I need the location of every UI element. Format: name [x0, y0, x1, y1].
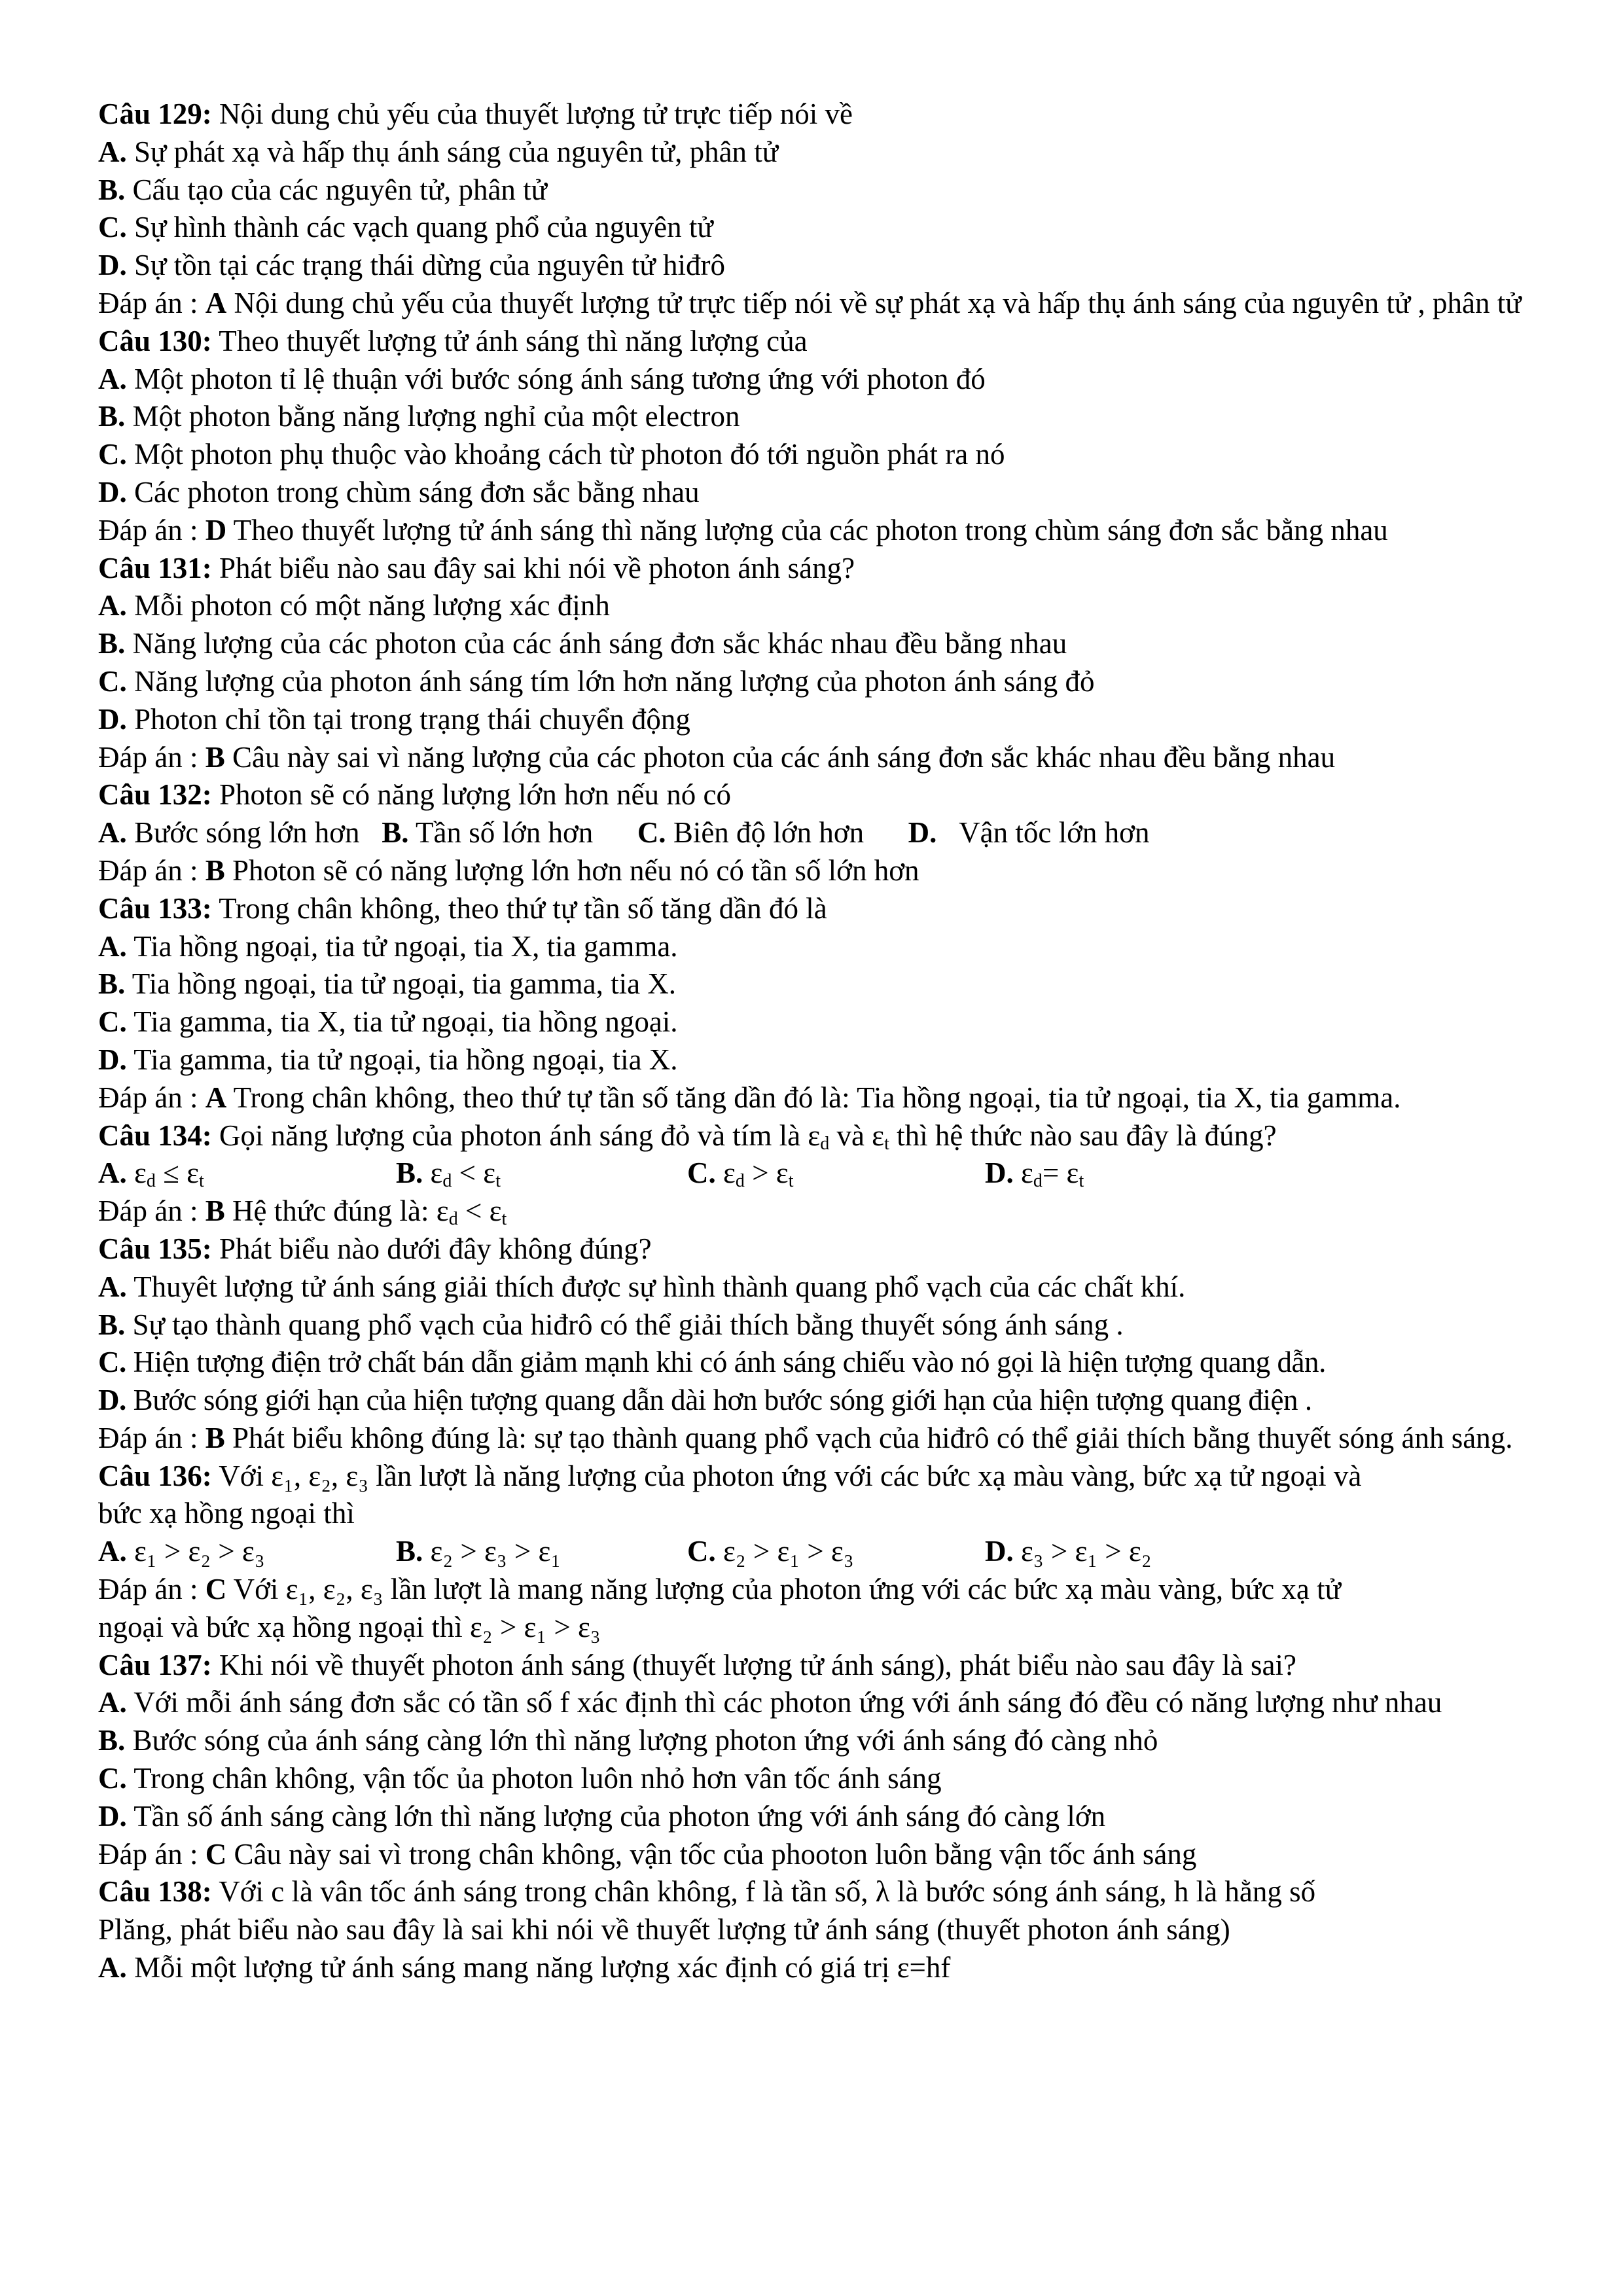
option-d: D. Tần số ánh sáng càng lớn thì năng lượng của photon ứng với ánh sáng đó càng lớn — [98, 1799, 1106, 1833]
option-b: B. ε₂ > ε₃ > ε₁ — [396, 1535, 562, 1568]
answer-132: Đáp án : B Photon sẽ có năng lượng lớn hơn nếu nó có tần số lớn hơn — [98, 853, 919, 887]
option-b: B. $\varepsilon_d < \varepsilon_t$ — [396, 1157, 501, 1192]
option-d: D. Sự tồn tại các trạng thái dừng của nguyên tử hiđrô — [98, 249, 725, 282]
option-d: D. Tia gamma, tia tử ngoại, tia hồng ngoại, tia X. — [98, 1043, 678, 1076]
option-a: A. Mỗi photon có một năng lượng xác định — [98, 589, 610, 622]
question-label: Câu 132: — [98, 778, 212, 812]
question-137 — [98, 1647, 1538, 1685]
option-b: B. Năng lượng của các photon của các ánh sáng đơn sắc khác nhau đều bằng nhau — [98, 627, 1067, 660]
option-b: B. Bước sóng của ánh sáng càng lớn thì năng lượng photon ứng với ánh sáng đó càng nhỏ — [98, 1724, 1158, 1757]
option-a: A. Thuyêt lượng tử ánh sáng giải thích được sự hình thành quang phổ vạch của các chất khí. — [98, 1270, 1186, 1303]
question-stem: Nội dung chủ yếu của thuyết lượng tử trực tiếp nói về — [219, 98, 853, 130]
option-a: A. ε₁ > ε₂ > ε₃ — [98, 1535, 265, 1568]
options-row — [98, 814, 1538, 852]
option-b: B. Cấu tạo của các nguyên tử, phân tử — [98, 173, 548, 206]
option-d: D. Vận tốc lớn hơn — [908, 816, 1150, 850]
option-a: A. Tia hồng ngoại, tia tử ngoại, tia X, tia gamma. — [98, 929, 678, 963]
question-129 — [98, 96, 1538, 134]
options-row — [98, 1155, 1538, 1193]
option-b: B. Tần số lớn hơn — [382, 816, 594, 850]
option-a: A. Bước sóng lớn hơn — [98, 816, 360, 850]
question-label: Câu 130: — [98, 324, 212, 357]
option-c: C. $\varepsilon_d > \varepsilon_t$ — [687, 1157, 794, 1192]
document-page — [98, 96, 1538, 1987]
question-label: Câu 131: — [98, 551, 212, 584]
question-label: Câu 129: — [98, 98, 212, 130]
answer-133: Đáp án : A Trong chân không, theo thứ tự tần số tăng dần đó là: Tia hồng ngoại, tia tử ngoại, tia X, tia gamma. — [98, 1081, 1401, 1114]
option-d: D. Photon chỉ tồn tại trong trạng thái chuyển động — [98, 702, 690, 736]
option-a: A. Với mỗi ánh sáng đơn sắc có tần số f xác định thì các photon ứng với ánh sáng đó đều có năng lượng như nhau — [98, 1686, 1442, 1719]
question-131 — [98, 550, 1538, 588]
option-b: B. Tia hồng ngoại, tia tử ngoại, tia gamma, tia X. — [98, 967, 677, 1001]
answer-131: Đáp án : B Câu này sai vì năng lượng của các photon của các ánh sáng đơn sắc khác nhau đều bằng nhau — [98, 740, 1336, 774]
question-label: Câu 138: — [98, 1875, 212, 1909]
question-stem: Khi nói về thuyết photon ánh sáng (thuyết lượng tử ánh sáng), phát biểu nào sau đây là sai? — [219, 1648, 1296, 1681]
question-stem: Phát biểu nào sau đây sai khi nói về photon ánh sáng? — [219, 551, 855, 584]
option-c: C. ε₂ > ε₁ > ε₃ — [687, 1535, 854, 1568]
answer-136: Đáp án : C Với ε₁, ε₂, ε₃ lần lượt là mang năng lượng của photon ứng với các bức xạ màu vàng, bức xạ tử — [98, 1573, 1342, 1606]
option-b: B. Sự tạo thành quang phổ vạch của hiđrô có thể giải thích bằng thuyết sóng ánh sáng . — [98, 1308, 1124, 1341]
question-label: Câu 136: — [98, 1459, 212, 1492]
answer-134: Đáp án : B Hệ thức đúng là: $\varepsilon_d < \varepsilon_t$ — [98, 1194, 507, 1230]
option-d: D. ε₃ > ε₁ > ε₂ — [985, 1535, 1152, 1568]
option-a: A. $\varepsilon_d \le \varepsilon_t$ — [98, 1157, 204, 1192]
answer-130: Đáp án : D Theo thuyết lượng tử ánh sáng thì năng lượng của các photon trong chùm sáng đơn sắc bằng nhau — [98, 513, 1388, 547]
option-d: D. Các photon trong chùm sáng đơn sắc bằng nhau — [98, 475, 700, 509]
answer-136-continued: ngoại và bức xạ hồng ngoại thì ε₂ > ε₁ > ε₃ — [98, 1610, 601, 1643]
option-c: C. Sự hình thành các vạch quang phổ của nguyên tử — [98, 211, 713, 244]
question-label: Câu 134: — [98, 1119, 212, 1152]
option-c: C. Biên độ lớn hơn — [637, 816, 865, 850]
question-130 — [98, 323, 1538, 361]
option-c: C. Hiện tượng điện trở chất bán dẫn giảm mạnh khi có ánh sáng chiếu vào nó gọi là hiện tượng quang dẫn. — [98, 1346, 1326, 1379]
option-c: C. Tia gamma, tia X, tia tử ngoại, tia hồng ngoại. — [98, 1005, 678, 1039]
question-label: Câu 135: — [98, 1232, 212, 1265]
option-a: A. Mỗi một lượng tử ánh sáng mang năng lượng xác định có giá trị ε=hf — [98, 1951, 951, 1984]
question-stem-continued: Plăng, phát biểu nào sau đây là sai khi nói về thuyết lượng tử ánh sáng (thuyết photon ánh sáng) — [98, 1913, 1230, 1946]
option-a: A. Một photon tỉ lệ thuận với bước sóng ánh sáng tương ứng với photon đó — [98, 362, 986, 395]
question-135 — [98, 1230, 1538, 1268]
option-d: D. $\varepsilon_d= \varepsilon_t$ — [985, 1157, 1084, 1192]
answer-129: Đáp án : A Nội dung chủ yếu của thuyết lượng tử trực tiếp nói về sự phát xạ và hấp thụ ánh sáng của nguyên tử , phân tử — [98, 286, 1522, 319]
question-stem: Photon sẽ có năng lượng lớn hơn nếu nó có — [219, 778, 731, 812]
option-b: B. Một photon bằng năng lượng nghỉ của một electron — [98, 400, 740, 433]
option-d: D. Bước sóng giới hạn của hiện tượng quang dẫn dài hơn bước sóng giới hạn của hiện tượng quang điện . — [98, 1384, 1312, 1417]
option-a: A. Sự phát xạ và hấp thụ ánh sáng của nguyên tử, phân tử — [98, 135, 779, 168]
question-label: Câu 137: — [98, 1648, 212, 1681]
question-stem: Theo thuyết lượng tử ánh sáng thì năng lượng của — [219, 324, 808, 357]
question-138: Câu 138: Với c là vân tốc ánh sáng trong chân không, f là tần số, λ là bước sóng ánh sáng, h là hằng số — [98, 1875, 1316, 1909]
question-133 — [98, 890, 1538, 928]
options-row — [98, 1533, 1538, 1571]
question-134: Câu 134: Gọi năng lượng của photon ánh sáng đỏ và tím là $\varepsilon_d$ và $\varepsilon_t$ thì hệ thức nào sau đây là đúng? — [98, 1119, 1277, 1154]
option-c: C. Trong chân không, vận tốc ủa photon luôn nhỏ hơn vân tốc ánh sáng — [98, 1762, 942, 1795]
question-label: Câu 133: — [98, 891, 212, 925]
option-c: C. Một photon phụ thuộc vào khoảng cách từ photon đó tới nguồn phát ra nó — [98, 438, 1005, 471]
question-132 — [98, 776, 1538, 814]
question-stem: Trong chân không, theo thứ tự tần số tăng dần đó là — [219, 891, 827, 925]
question-136: Câu 136: Với ε₁, ε₂, ε₃ lần lượt là năng lượng của photon ứng với các bức xạ màu vàng, bức xạ tử ngoại và — [98, 1459, 1362, 1492]
answer-135: Đáp án : B Phát biểu không đúng là: sự tạo thành quang phổ vạch của hiđrô có thể giải thích bằng thuyết sóng ánh sáng. — [98, 1421, 1513, 1454]
question-stem: Phát biểu nào dưới đây không đúng? — [219, 1232, 652, 1265]
question-stem-continued: bức xạ hồng ngoại thì — [98, 1497, 355, 1530]
option-c: C. Năng lượng của photon ánh sáng tím lớn hơn năng lượng của photon ánh sáng đỏ — [98, 664, 1095, 698]
answer-137: Đáp án : C Câu này sai vì trong chân không, vận tốc của phooton luôn bằng vận tốc ánh sáng — [98, 1837, 1197, 1871]
